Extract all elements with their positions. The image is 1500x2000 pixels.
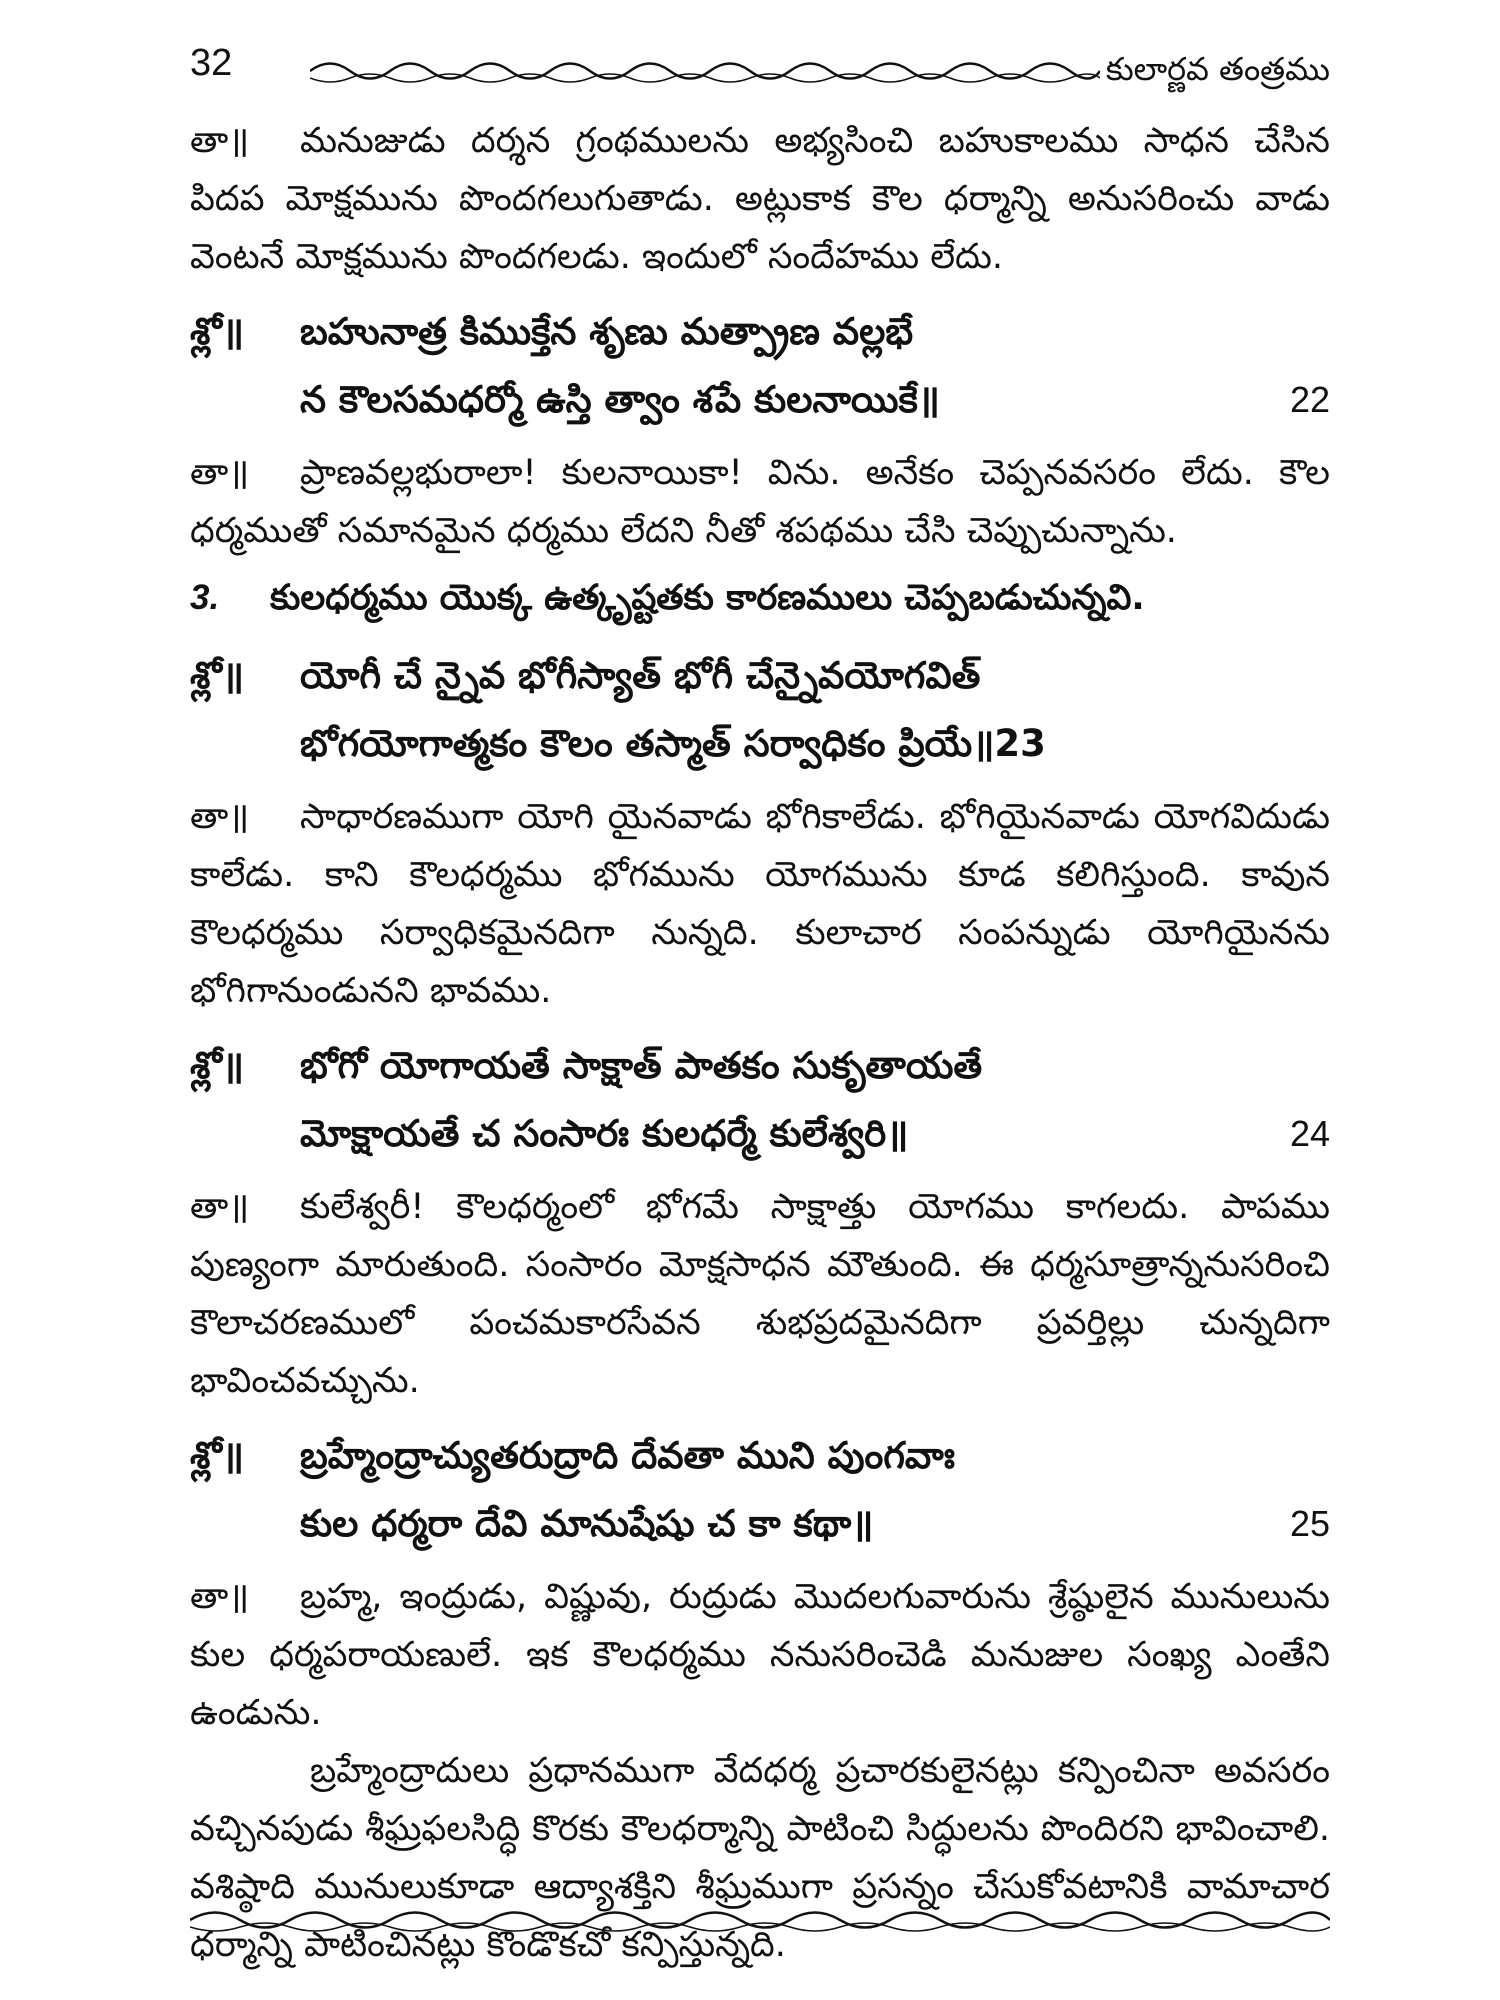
verse-number: 25 [1289, 1503, 1330, 1544]
page-number: 32 [190, 42, 233, 84]
verse-line-1: బహునాత్ర కిముక్తేన శృణు మత్ప్రాణ వల్లభే [300, 310, 914, 353]
verse-line-2: కుల ధర్మరా దేవి మానుషేషు చ కా కథా॥ [300, 1502, 874, 1545]
page-header [190, 42, 1330, 112]
section-number: 3. [190, 578, 220, 617]
page-content [190, 112, 1330, 1974]
sloka-verse [190, 1032, 1330, 1168]
sloka-verse [190, 298, 1330, 434]
commentary-paragraph [190, 444, 1330, 560]
verse-number: 22 [1289, 379, 1330, 420]
commentary-paragraph [190, 1568, 1330, 1742]
commentary-paragraph [190, 1178, 1330, 1410]
verse-line-1: యోగీ చే న్నైవ భోగీస్యాత్ భోగీ చేన్నైవయోగవిత్ [300, 654, 981, 697]
verse-line-2: మోక్షాయతే చ సంసారః కులధర్మే కులేశ్వరి॥ [300, 1112, 909, 1155]
verse-number: 24 [1289, 1113, 1330, 1154]
paragraph-marker: తా॥ [190, 453, 250, 493]
verse-line-2: న కౌలసమధర్మో ఉస్తి త్వాం శపే కులనాయికే॥ [300, 378, 940, 421]
paragraph-text: బ్రహ్మేంద్రాదులు ప్రధానముగా వేదధర్మ ప్రచారకులైనట్లు కన్పించినా అవసరం వచ్చినపుడు శీఘ్రఫలసిద్ధి కొరకు కౌలధర్మాన్ని పాటించి సిద్ధులను పొందిరని భావించాలి. వశిష్ఠాది మునులుకూడా ఆద్యాశక్తిని శీఘ్రముగా ప్రసన్నం చేసుకోవటానికి వామాచార ధర్మాన్ని పాటించినట్లు కొండొకచో కన్పిస్తున్నది. [190, 1751, 1330, 1965]
verse-line-2: భోగయోగాత్మకం కౌలం తస్మాత్ సర్వాధికం ప్రియే॥23 [300, 722, 1046, 765]
verse-marker: శ్లో॥ [190, 1434, 245, 1477]
running-title: కులార్ణవ తంత్రము [1105, 50, 1330, 88]
paragraph-marker: తా॥ [190, 797, 250, 837]
paragraph-text: బ్రహ్మ, ఇంద్రుడు, విష్ణువు, రుద్రుడు మొదలగువారును శ్రేష్ఠులైన మునులును కుల ధర్మపరాయణులే. ఇక కౌలధర్మము ననుసరించెడి మనుజుల సంఖ్య ఎంతేని ఉండును. [190, 1577, 1330, 1733]
commentary-paragraph [190, 788, 1330, 1020]
commentary-paragraph [190, 112, 1330, 286]
verse-marker: శ్లో॥ [190, 310, 245, 353]
section-title: కులధర్మము యొక్క ఉత్కృష్టతకు కారణములు చెప్పబడుచున్నవి. [270, 578, 1145, 618]
paragraph-marker: తా॥ [190, 1187, 250, 1227]
verse-marker: శ్లో॥ [190, 654, 245, 697]
section-heading [190, 566, 1330, 630]
header-ornament-icon [310, 56, 1100, 86]
paragraph-marker: తా॥ [190, 1577, 250, 1617]
paragraph-text: ప్రాణవల్లభురాలా! కులనాయికా! విను. అనేకం చెప్పనవసరం లేదు. కౌల ధర్మముతో సమానమైన ధర్మము లేదని నీతో శపథము చేసి చెప్పుచున్నాను. [190, 453, 1330, 551]
verse-marker: శ్లో॥ [190, 1044, 245, 1087]
footer-ornament-icon [190, 1905, 1330, 1935]
paragraph-text: కులేశ్వరీ! కౌలధర్మంలో భోగమే సాక్షాత్తు యోగము కాగలదు. పాపము పుణ్యంగా మారుతుంది. సంసారం మోక్షసాధన మౌతుంది. ఈ ధర్మసూత్రాన్ననుసరించి కౌలాచరణములో పంచమకారసేవన శుభప్రదమైనదిగా ప్రవర్తిల్లు చున్నదిగా భావించవచ్చును. [190, 1187, 1330, 1401]
verse-line-1: భోగో యోగాయతే సాక్షాత్ పాతకం సుకృతాయతే [300, 1044, 983, 1087]
paragraph-marker: తా॥ [190, 121, 250, 161]
paragraph-text: మనుజుడు దర్శన గ్రంథములను అభ్యసించి బహుకాలము సాధన చేసిన పిదప మోక్షమును పొందగలుగుతాడు. అట్లుకాక కౌల ధర్మాన్ని అనుసరించు వాడు వెంటనే మోక్షమును పొందగలడు. ఇందులో సందేహము లేదు. [190, 121, 1330, 277]
verse-line-1: బ్రహ్మేంద్రాచ్యుతరుద్రాది దేవతా ముని పుంగవాః [300, 1434, 955, 1477]
sloka-verse [190, 642, 1330, 778]
paragraph-text: సాధారణముగా యోగి యైనవాడు భోగికాలేడు. భోగియైనవాడు యోగవిదుడు కాలేడు. కాని కౌలధర్మము భోగమును యోగమును కూడ కలిగిస్తుంది. కావున కౌలధర్మము సర్వాధికమైనదిగా నున్నది. కులాచార సంపన్నుడు యోగియైనను భోగిగానుండునని భావము. [190, 797, 1330, 1011]
sloka-verse [190, 1422, 1330, 1558]
commentary-paragraph [190, 1742, 1330, 1974]
